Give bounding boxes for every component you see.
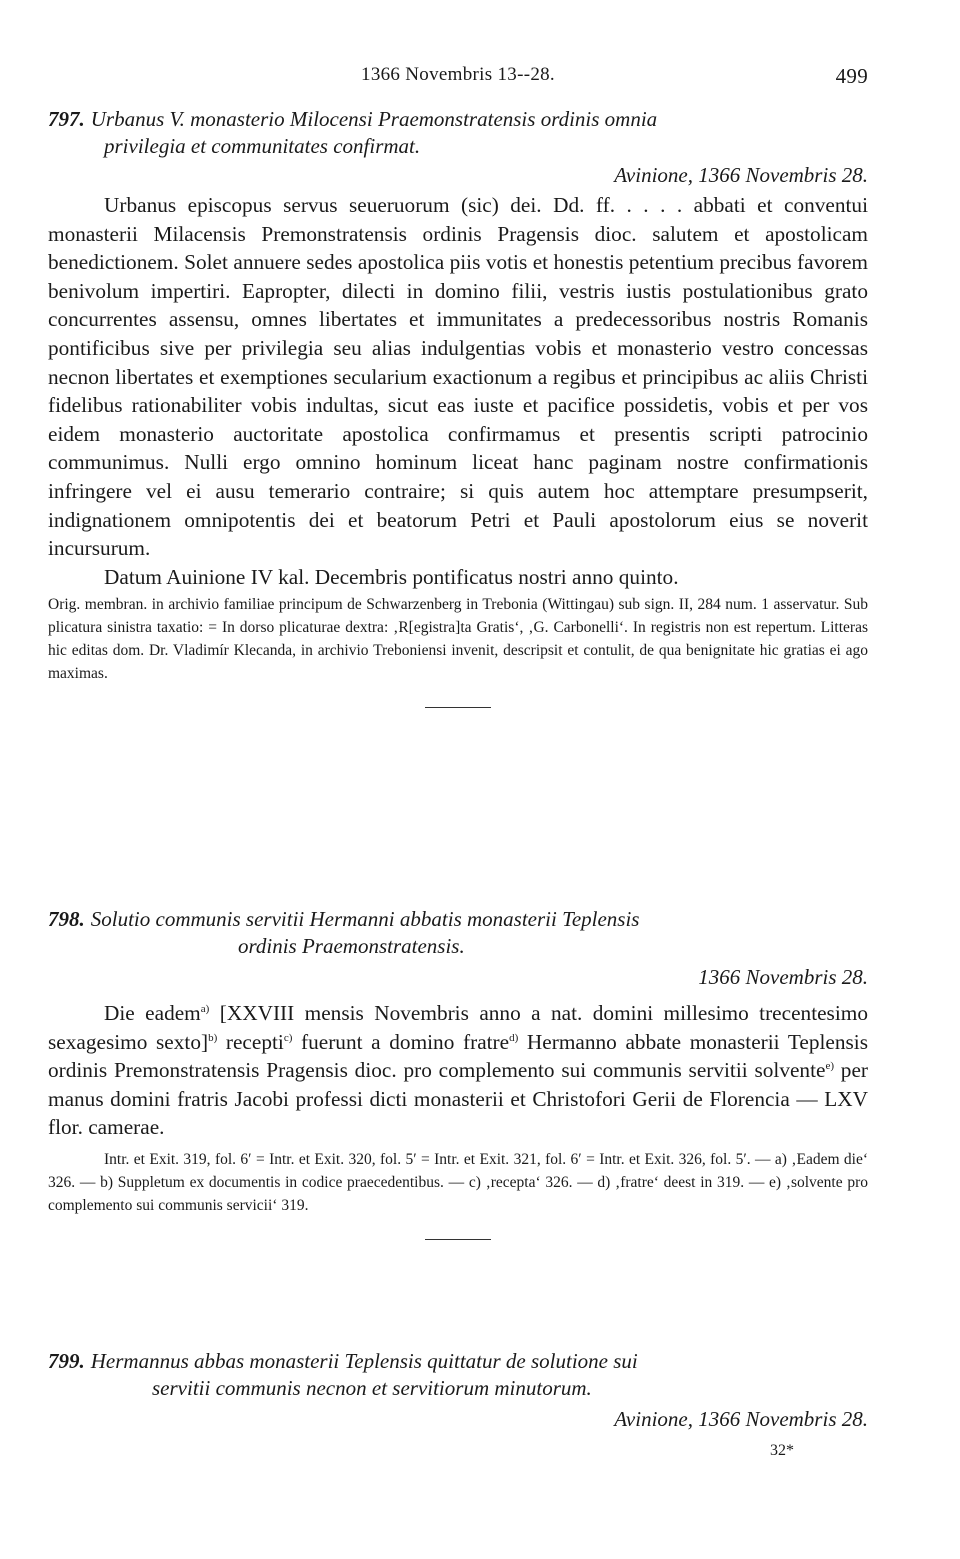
entry-datum: Datum Auinione IV kal. Decembris pontificatus nostri anno quinto. xyxy=(104,564,679,589)
entry-date: Avinione, 1366 Novembris 28. xyxy=(614,163,868,187)
entry-title xyxy=(48,106,868,160)
body-text-segment: Hermanno abbate monasterii Teplensis ordinis Premonstratensis Pragensis dioc. pro complemento sui communis servitii solvente xyxy=(48,1029,868,1083)
body-text-segment: recepti xyxy=(217,1029,284,1054)
entry-note: Orig. membran. in archivio familiae principum de Schwarzenberg in Trebonia (Wittingau) sub sign. II, 284 num. 1 asservatur. Sub plicatura sinistra taxatio: = In dorso plicaturae dextra: ‚R[egistra]ta Gratis‘, ‚G. Carbonelli‘. In registris non est repertum. Litteras hic editas dom. Dr. Vladimír Klecanda, in archivio Treboniensi invenit, descripsit et contulit, de qua benignitate hic gratias ei ago maximas. xyxy=(48,596,868,683)
entry-date: Avinione, 1366 Novembris 28. xyxy=(614,1407,868,1431)
entry-798 xyxy=(48,906,868,1240)
entry-797 xyxy=(48,106,868,708)
entry-title-line1: Urbanus V. monasterio Milocensi Praemonstratensis ordinis omnia xyxy=(90,107,658,131)
body-text-segment: fuerunt a domino fratre xyxy=(292,1029,510,1054)
section-divider xyxy=(425,1239,491,1240)
page-number: 499 xyxy=(835,64,868,88)
running-head xyxy=(48,64,868,88)
entry-number: 798. xyxy=(48,907,85,931)
section-divider xyxy=(425,707,491,708)
footnote-marker: a) xyxy=(200,1002,210,1015)
entry-note: Intr. et Exit. 319, fol. 6′ = Intr. et Exit. 320, fol. 5′ = Intr. et Exit. 321, fol. 6′ = Intr. et Exit. 326, fol. 5′. — a) ‚Eadem die‘ 326. — b) Suppletum ex documentis in codice praecedentibus. — c) ‚recepta‘ 326. — d) ‚fratre‘ deest in 319. — e) ‚solvente pro complemento sui communis servicii‘ 319. xyxy=(48,1150,868,1214)
body-text-segment: [XXVIII mensis Novembris anno a nat. domini millesimo trecentesimo sexagesimo sexto] xyxy=(48,1001,868,1054)
entry-body: Urbanus episcopus servus seueruorum (sic) dei. Dd. ff. . . . . abbati et conventui monasterii Milacensis Premonstratensis ordinis Pragensis dioc. salutem et apostolicam benedictionem. Solet annuere sedes apostolica piis votis et honestis petentium precibus favorem benivolum impertiri. Eapropter, dilecti in domino filii, vestris iustis postulationibus grato concurrentes assensu, omnes libertates et immunitates a predecessoribus nostris Romanis pontificibus sive per privilegia seu alias indulgentias vobis et monasterio vestro concessas necnon libertates et exemptiones secularium exactionum a regibus et principibus ac aliis Christi fidelibus rationabiliter vobis indultas, sicut eas iuste et pacifice possidetis, vobis et per vos eidem monasterio auctoritate apostolica confirmamus et presentis scripti patrocinio communimus. Nulli ergo omnino hominum liceat hanc paginam nostre confirmationis infringere vel ei ausu temerario contraire; si quis autem hoc attemptare presumpserit, indignationem omnipotentis dei et beatorum Petri et Pauli apostolorum eius se noverit incursurum. xyxy=(48,193,868,561)
signature-mark: 32* xyxy=(770,1442,794,1459)
footnote-marker: d) xyxy=(509,1031,519,1044)
entry-number: 797. xyxy=(48,107,85,131)
entry-title xyxy=(48,1348,868,1402)
entry-title xyxy=(48,906,868,960)
entry-title-line2: privilegia et communitates confirmat. xyxy=(104,134,421,158)
running-head-title: 1366 Novembris 13--28. xyxy=(361,64,555,85)
body-text-segment: per manus domini fratris Jacobi professi dicti monasterii et Christofori Gerii de Florencia — LXV flor. camerae. xyxy=(48,1058,868,1140)
footnote-marker: c) xyxy=(283,1031,293,1044)
body-text-segment: Die eadem xyxy=(104,1001,201,1025)
footnote-marker: e) xyxy=(825,1060,834,1073)
entry-date: 1366 Novembris 28. xyxy=(698,965,868,989)
entry-title-line2: ordinis Praemonstratensis. xyxy=(238,934,465,958)
entry-title-line1: Hermannus abbas monasterii Teplensis quittatur de solutione sui xyxy=(90,1349,638,1373)
entry-body xyxy=(48,999,868,1142)
entry-799 xyxy=(48,1348,868,1433)
entry-title-line1: Solutio communis servitii Hermanni abbatis monasterii Teplensis xyxy=(90,907,640,931)
footnote-marker: b) xyxy=(208,1031,218,1044)
entry-title-line2: servitii communis necnon et servitiorum minutorum. xyxy=(152,1376,592,1400)
entry-number: 799. xyxy=(48,1349,85,1373)
